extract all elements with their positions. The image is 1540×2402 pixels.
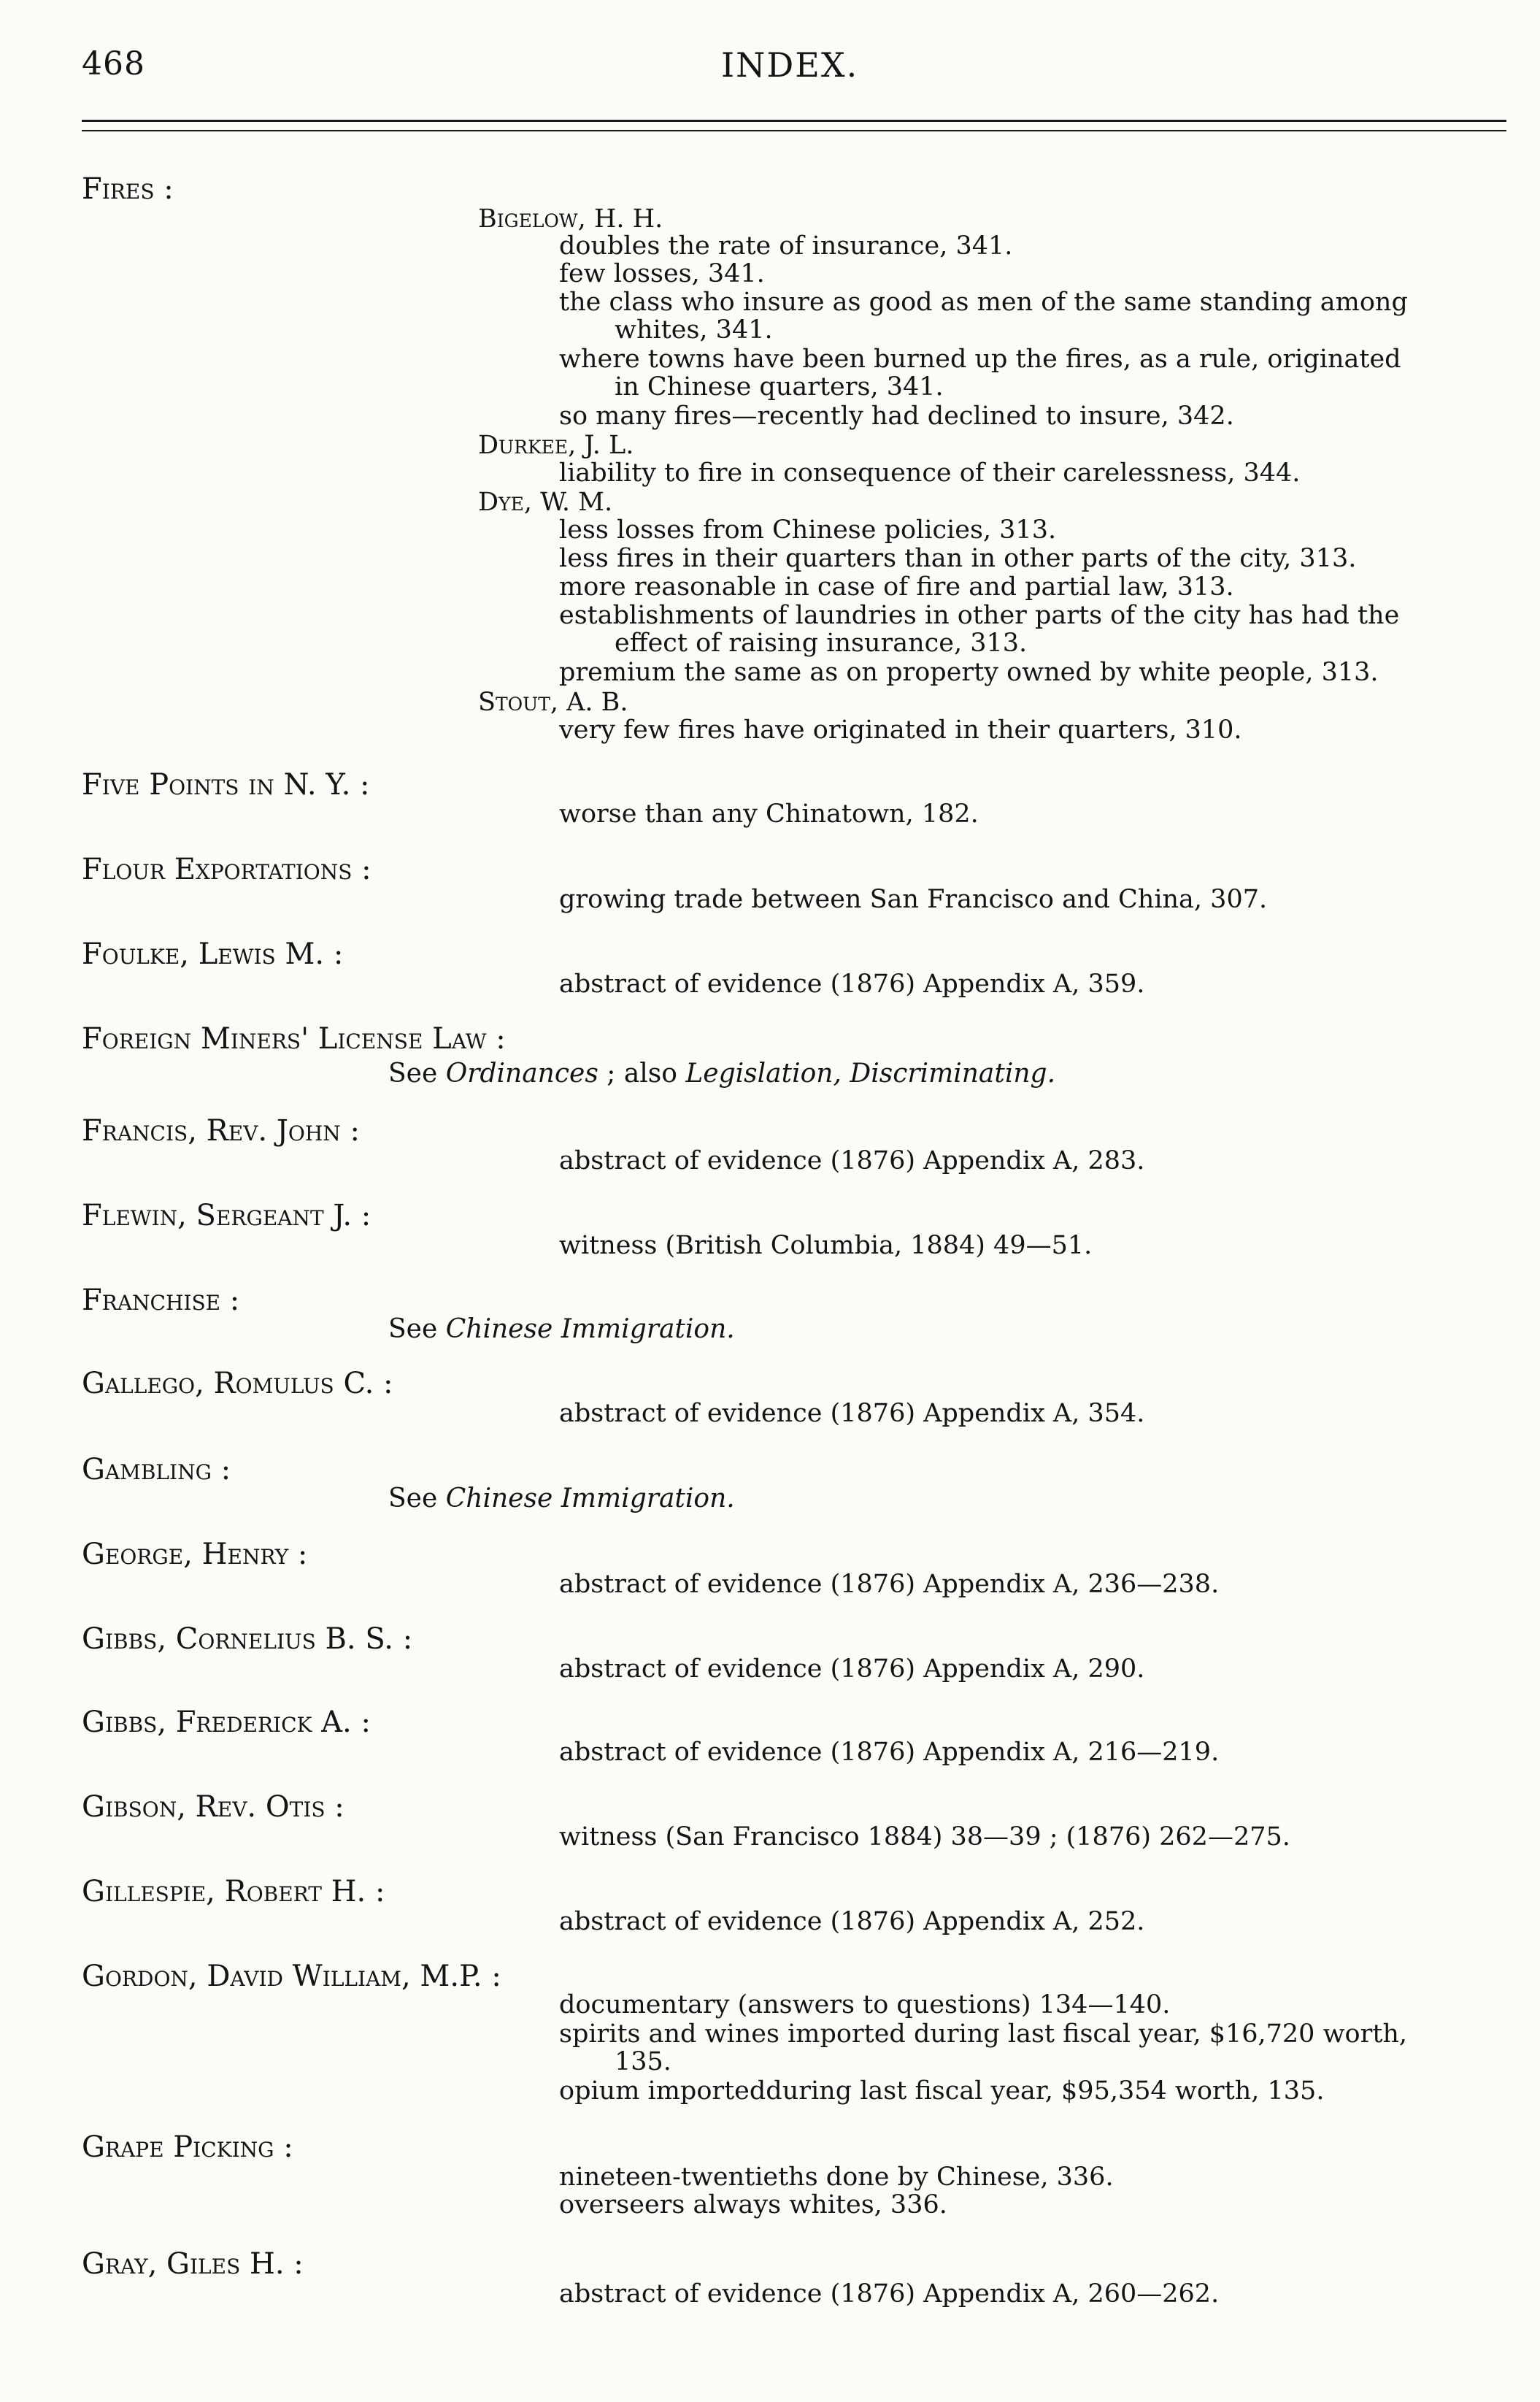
- page-number: 468: [82, 45, 145, 83]
- subentry-line: less losses from Chinese policies, 313.: [559, 515, 1057, 545]
- subentry-line: very few fires have originated in their quarters, 310.: [559, 715, 1242, 745]
- subentry-line: whites, 341.: [615, 315, 773, 345]
- subentry-name: Stout, A. B.: [478, 688, 628, 717]
- entry-text: abstract of evidence (1876) Appendix A, 359.: [559, 970, 1145, 999]
- entry-text: abstract of evidence (1876) Appendix A, 283.: [559, 1146, 1145, 1175]
- subentry-line: few losses, 341.: [559, 259, 765, 288]
- subentry-name: Bigelow, H. H.: [478, 204, 663, 234]
- entry-heading: George, Henry :: [82, 1538, 308, 1571]
- see-target: Chinese Immigration.: [445, 1314, 735, 1344]
- entry-heading: Gordon, David William, M.P. :: [82, 1960, 501, 1993]
- entry-heading: Flour Exportations :: [82, 853, 371, 886]
- entry-text: witness (San Francisco 1884) 38—39 ; (1876) 262—275.: [559, 1822, 1290, 1852]
- entry-text: worse than any Chinatown, 182.: [559, 799, 979, 829]
- subentry-line: in Chinese quarters, 341.: [615, 372, 944, 402]
- entry-text: spirits and wines imported during last fiscal year, $16,720 worth,: [559, 2019, 1408, 2049]
- entry-text: nineteen-twentieths done by Chinese, 336.: [559, 2163, 1114, 2192]
- subentry-line: the class who insure as good as men of the same standing among: [559, 288, 1408, 317]
- entry-text: documentary (answers to questions) 134—140.: [559, 1990, 1171, 2019]
- subentry-line: establishments of laundries in other parts of the city has had the: [559, 601, 1400, 630]
- subentry-line: premium the same as on property owned by white people, 313.: [559, 658, 1379, 687]
- see-reference: [388, 1314, 735, 1344]
- subentry-line: liability to fire in consequence of their carelessness, 344.: [559, 458, 1301, 488]
- entry-heading: Flewin, Sergeant J. :: [82, 1199, 371, 1232]
- see-label: See: [388, 1484, 438, 1513]
- entry-heading: Franchise :: [82, 1284, 240, 1317]
- running-head: INDEX.: [721, 45, 859, 85]
- entry-text: growing trade between San Francisco and China, 307.: [559, 885, 1268, 914]
- see-label: See: [388, 1314, 438, 1344]
- subentry-line: where towns have been burned up the fires, as a rule, originated: [559, 345, 1401, 374]
- entry-text: abstract of evidence (1876) Appendix A, 252.: [559, 1907, 1145, 1936]
- entry-heading: Foreign Miners' License Law :: [82, 1022, 506, 1056]
- subentry-line: more reasonable in case of fire and partial law, 313.: [559, 572, 1234, 602]
- entry-text: 135.: [615, 2047, 671, 2076]
- entry-text: abstract of evidence (1876) Appendix A, 354.: [559, 1399, 1145, 1428]
- entry-heading: Five Points in N. Y. :: [82, 768, 370, 802]
- subentry-line: doubles the rate of insurance, 341.: [559, 231, 1013, 261]
- entry-heading: Gibson, Rev. Otis :: [82, 1790, 344, 1824]
- entry-text: abstract of evidence (1876) Appendix A, 236—238.: [559, 1570, 1220, 1599]
- entry-text: abstract of evidence (1876) Appendix A, 290.: [559, 1654, 1145, 1684]
- entry-text: abstract of evidence (1876) Appendix A, 216—219.: [559, 1738, 1220, 1767]
- see-target: Legislation, Discriminating.: [685, 1059, 1056, 1089]
- entry-heading: Gibbs, Frederick A. :: [82, 1705, 371, 1739]
- entry-heading: Grape Picking :: [82, 2130, 293, 2164]
- entry-text: witness (British Columbia, 1884) 49—51.: [559, 1231, 1093, 1260]
- header-rule: [82, 120, 1506, 122]
- subentry-name: Durkee, J. L.: [478, 431, 634, 460]
- entry-text: overseers always whites, 336.: [559, 2190, 947, 2219]
- entry-heading: Gray, Giles H. :: [82, 2247, 304, 2281]
- entry-text: abstract of evidence (1876) Appendix A, 260—262.: [559, 2279, 1220, 2309]
- entry-heading: Gallego, Romulus C. :: [82, 1367, 393, 1400]
- entry-heading: Foulke, Lewis M. :: [82, 937, 344, 971]
- see-reference: [388, 1484, 735, 1513]
- entry-heading: Gibbs, Cornelius B. S. :: [82, 1622, 413, 1656]
- entry-heading: Gillespie, Robert H. :: [82, 1875, 385, 1908]
- entry-heading: Francis, Rev. John :: [82, 1114, 360, 1148]
- subentry-line: so many fires—recently had declined to insure, 342.: [559, 402, 1234, 431]
- see-joiner: ; also: [598, 1059, 686, 1089]
- subentry-line: less fires in their quarters than in other parts of the city, 313.: [559, 544, 1357, 573]
- entry-text: opium importedduring last fiscal year, $95,354 worth, 135.: [559, 2076, 1325, 2106]
- entry-heading: Gambling :: [82, 1453, 231, 1486]
- see-target: Ordinances: [445, 1059, 598, 1089]
- header-rule-thin: [82, 130, 1506, 131]
- see-label: See: [388, 1059, 438, 1089]
- subentry-name: Dye, W. M.: [478, 488, 613, 517]
- see-reference: [388, 1059, 1055, 1089]
- see-target: Chinese Immigration.: [445, 1484, 735, 1513]
- subentry-line: effect of raising insurance, 313.: [615, 629, 1028, 658]
- entry-heading: Fires :: [82, 172, 174, 206]
